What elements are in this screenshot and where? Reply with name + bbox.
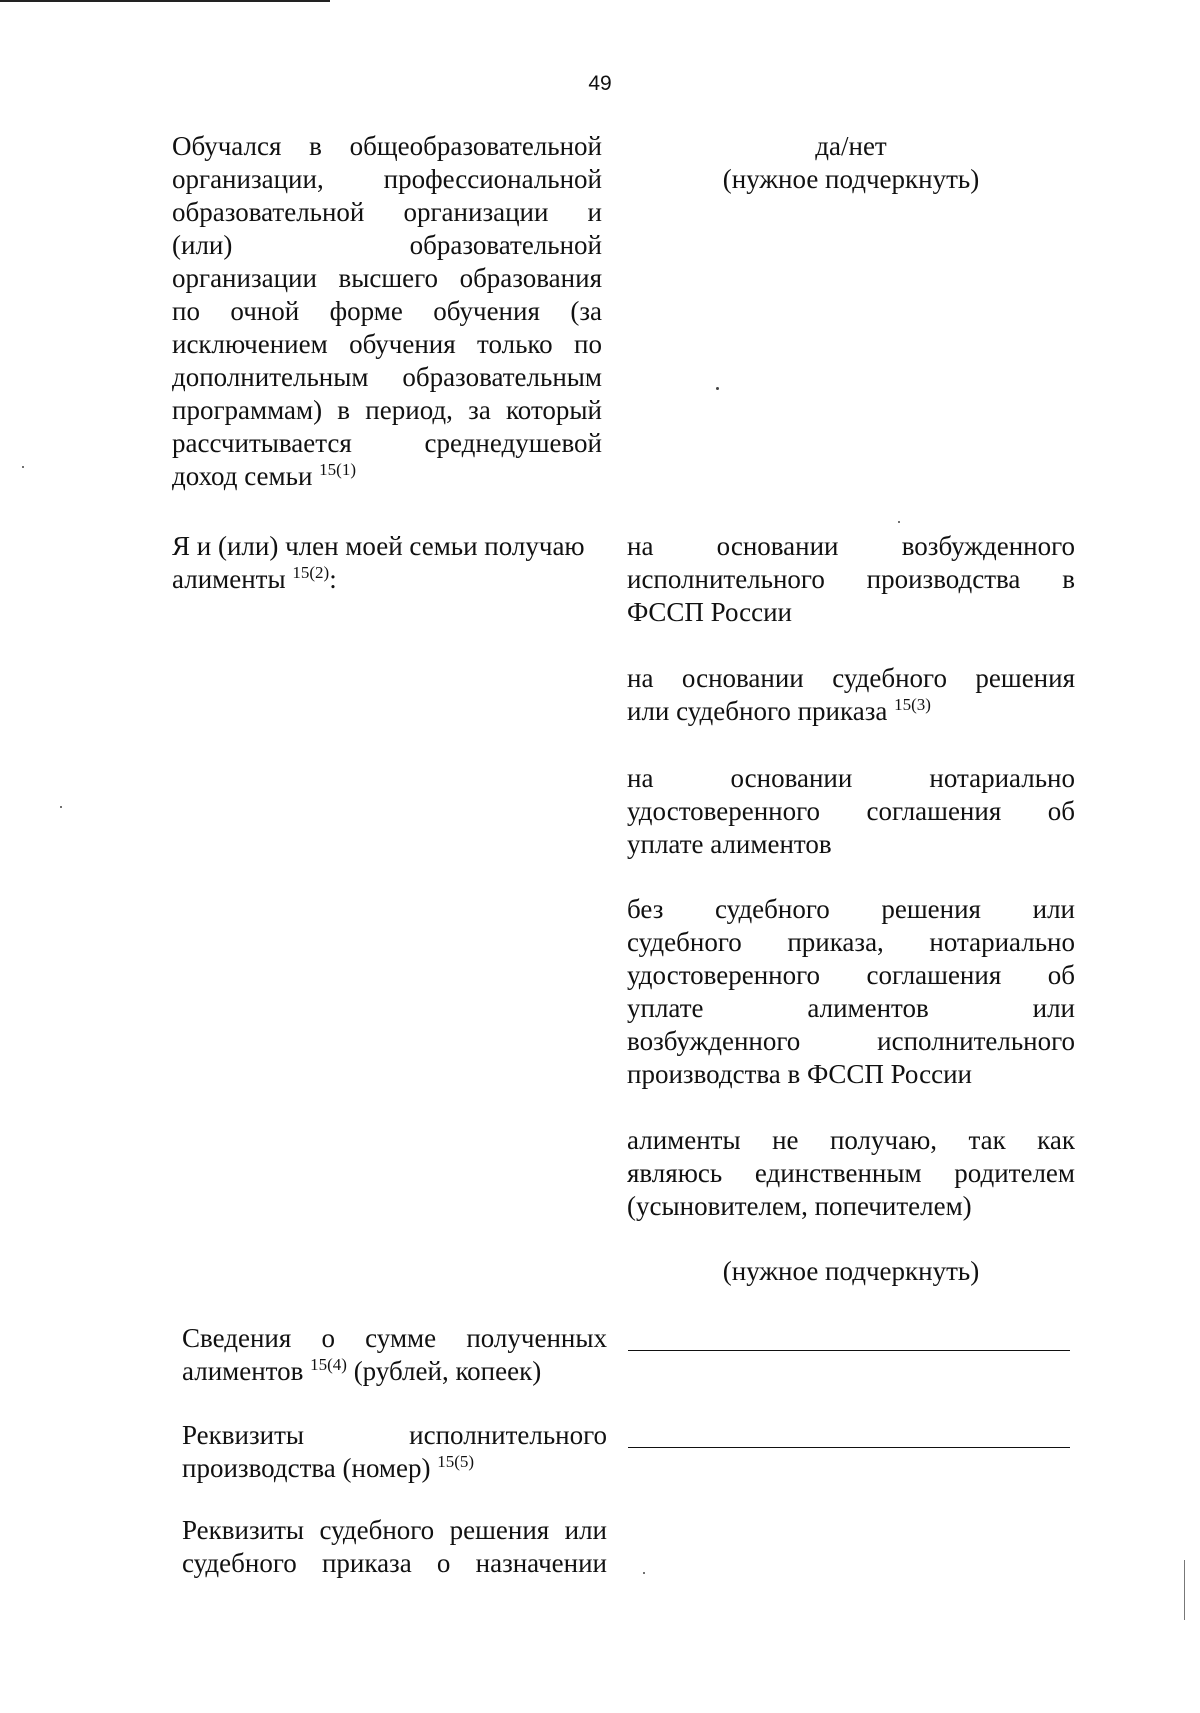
option-line: алименты не получаю, так как (627, 1125, 1075, 1155)
scan-speck (643, 1572, 645, 1574)
enforcement-label-text: производства (номер) (182, 1453, 431, 1483)
option-line: удостоверенного соглашения об (627, 796, 1075, 826)
study-label-line: по очной форме обучения (за (172, 296, 602, 326)
option-line-last-text: или судебного приказа (627, 696, 888, 726)
alimony-option-single-parent[interactable] (627, 1124, 1075, 1223)
study-label-line: образовательной организации и (172, 197, 602, 227)
option-line: судебного приказа, нотариально (627, 927, 1075, 957)
alimony-amount-input-line[interactable] (628, 1350, 1070, 1351)
court-label-line2: судебного приказа о назначении (182, 1548, 607, 1578)
scan-edge-mark (1184, 1560, 1185, 1620)
study-label-line: рассчитывается среднедушевой (172, 428, 602, 458)
study-label-line: организации высшего образования (172, 263, 602, 293)
amount-label-line1: Сведения о сумме полученных (182, 1323, 607, 1353)
scan-speck (898, 521, 900, 523)
alimony-label-text: алименты (172, 564, 286, 594)
footnote-ref: 15(4) (310, 1355, 347, 1374)
alimony-option-fssp[interactable] (627, 530, 1075, 629)
option-line: на основании судебного решения (627, 663, 1075, 693)
alimony-option-voluntary[interactable] (627, 893, 1075, 1091)
option-line-last: (усыновителем, попечителем) (627, 1191, 972, 1221)
option-line-last: уплате алиментов (627, 829, 832, 859)
amount-label-unit: (рублей, копеек) (353, 1356, 542, 1386)
study-question-label (172, 130, 602, 493)
study-label-line: дополнительным образовательным (172, 362, 602, 392)
study-label-line: программам) в период, за который (172, 395, 602, 425)
alimony-underline-hint: (нужное подчеркнуть) (722, 1256, 980, 1286)
study-label-last-text: доход семьи (172, 461, 313, 491)
enforcement-details-label (182, 1419, 607, 1485)
court-label-line1: Реквизиты судебного решения или (182, 1515, 607, 1545)
option-line: возбужденного исполнительного (627, 1026, 1075, 1056)
yes-no-choice[interactable]: да/нет (815, 131, 887, 161)
option-line: удостоверенного соглашения об (627, 960, 1075, 990)
footnote-ref: 15(3) (894, 695, 931, 714)
footnote-ref: 15(5) (437, 1452, 475, 1471)
study-label-last-line (172, 460, 602, 493)
amount-label-line2 (182, 1355, 607, 1388)
alimony-label-line1: Я и (или) член моей семьи получаю (172, 531, 585, 561)
scan-speck (60, 806, 62, 808)
top-border-rule (0, 0, 330, 2)
alimony-question-label (172, 530, 602, 596)
option-line: на основании возбужденного (627, 531, 1075, 561)
enforcement-number-input-line[interactable] (628, 1447, 1070, 1448)
court-decision-details-label (182, 1514, 607, 1580)
footnote-ref: 15(1) (319, 460, 356, 479)
study-label-line: (или) образовательной (172, 230, 602, 260)
footnote-ref: 15(2) (292, 563, 330, 582)
option-line-last: ФССП России (627, 597, 792, 627)
option-line: являюсь единственным родителем (627, 1158, 1075, 1188)
alimony-option-notarial-agreement[interactable] (627, 762, 1075, 861)
option-line-last (627, 695, 1075, 728)
option-line: на основании нотариально (627, 763, 1075, 793)
option-line: уплате алиментов или (627, 993, 1075, 1023)
study-label-line: Обучался в общеобразовательной (172, 131, 602, 161)
alimony-label-line2 (172, 563, 602, 596)
page-number: 49 (588, 72, 612, 95)
study-label-line: исключением обучения только по (172, 329, 602, 359)
scan-speck (716, 387, 719, 390)
alimony-amount-label (182, 1322, 607, 1388)
alimony-label-colon: : (329, 564, 337, 594)
underline-hint: (нужное подчеркнуть) (722, 164, 980, 194)
enforcement-label-line2 (182, 1452, 607, 1485)
option-line: без судебного решения или (627, 894, 1075, 924)
option-line-last: производства в ФССП России (627, 1059, 972, 1089)
study-label-line: организации, профессиональной (172, 164, 602, 194)
scan-speck (22, 466, 24, 468)
study-answer (627, 130, 1075, 196)
enforcement-label-line1: Реквизиты исполнительного (182, 1420, 607, 1450)
option-line: исполнительного производства в (627, 564, 1075, 594)
alimony-option-court-decision[interactable] (627, 662, 1075, 728)
amount-label-text: алиментов (182, 1356, 304, 1386)
